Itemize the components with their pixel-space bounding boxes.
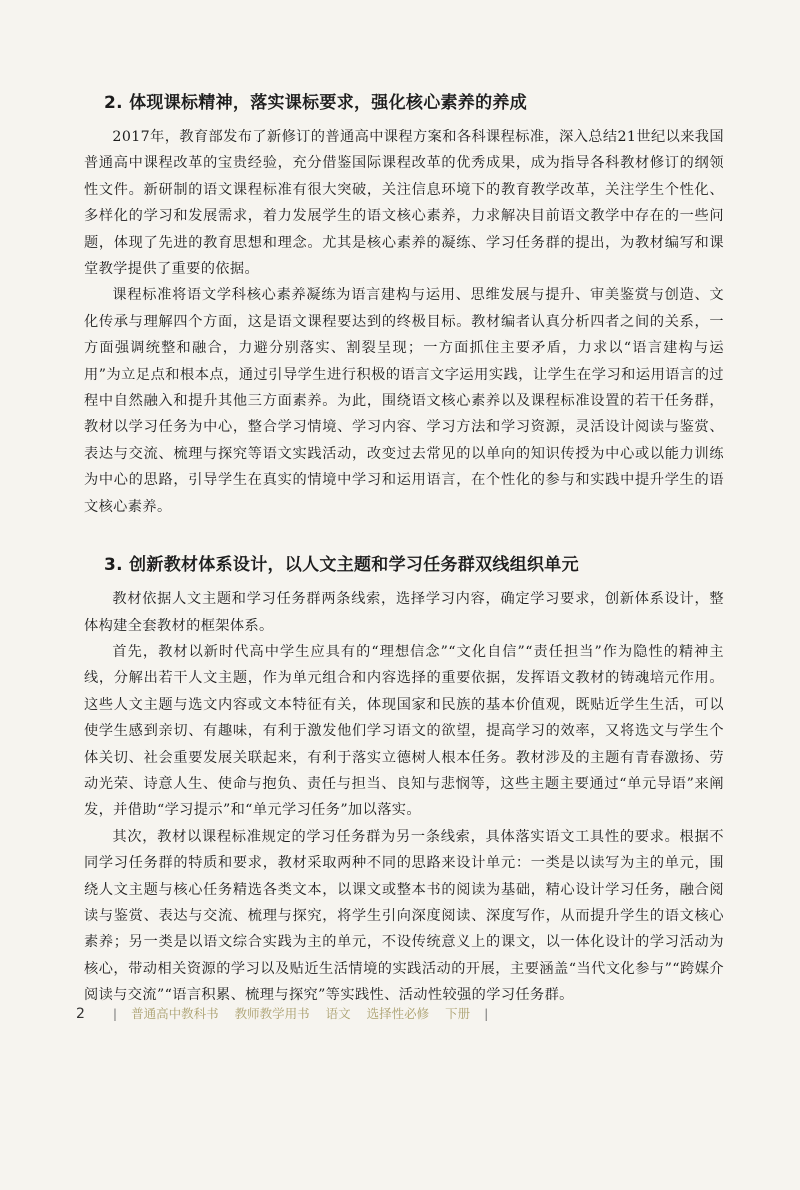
page-content	[84, 88, 724, 1039]
footer-separator: |	[484, 1006, 489, 1021]
paragraph: 课程标准将语文学科核心素养凝练为语言建构与运用、思维发展与提升、审美鉴赏与创造、文化传承与理解四个方面，这是语文课程要达到的终极目标。教材编者认真分析四者之间的关系，一方面强调统整和融合，力避分别落实、割裂呈现；一方面抓住主要矛盾，力求以“语言建构与运用”为立足点和根本点，通过引导学生进行积极的语言文字运用实践，让学生在学习和运用语言的过程中自然融入和提升其他三方面素养。为此，围绕语文核心素养以及课程标准设置的若干任务群，教材以学习任务为中心，整合学习情境、学习内容、学习方法和学习资源，灵活设计阅读与鉴赏、表达与交流、梳理与探究等语文实践活动，改变过去常见的以单向的知识传授为中心或以能力训练为中心的思路，引导学生在真实的情境中学习和运用语言，在个性化的参与和实践中提升学生的语文核心素养。	[84, 287, 724, 515]
footer-book-title: 普通高中教科书	[131, 1006, 219, 1021]
page-number: 2	[76, 1006, 85, 1022]
section-heading: 3. 创新教材体系设计，以人文主题和学习任务群双线组织单元	[104, 555, 579, 576]
footer-subject: 语文	[325, 1006, 351, 1021]
footer-volume: 下册	[445, 1006, 471, 1021]
footer-book-type: 教师教学用书	[234, 1006, 310, 1021]
paragraph: 首先，教材以新时代高中学生应具有的“理想信念”“文化自信”“责任担当”作为隐性的精神主线，分解出若干人文主题，作为单元组合和内容选择的重要依据，发挥语文教材的铸魂培元作用。这些人文主题与选文内容或文本特征有关，体现国家和民族的基本价值观，既贴近学生生活，可以使学生感到亲切、有趣味，有利于激发他们学习语文的欲望，提高学习的效率，又将选文与学生个体关切、社会重要发展关联起来，有利于落实立德树人根本任务。教材涉及的主题有青春激扬、劳动光荣、诗意人生、使命与抱负、责任与担当、良知与悲悯等，这些主题主要通过“单元导语”来阐发，并借助“学习提示”和“单元学习任务”加以落实。	[84, 643, 724, 819]
paragraph: 2017年，教育部发布了新修订的普通高中课程方案和各科课程标准，深入总结21世纪以来我国普通高中课程改革的宝贵经验，充分借鉴国际课程改革的优秀成果，成为指导各科教材修订的纲领性文件。新研制的语文课程标准有很大突破，关注信息环境下的教育教学改革，关注学生个性化、多样化的学习和发展需求，着力发展学生的语文核心素养，力求解决目前语文教学中存在的一些问题，体现了先进的教育思想和理念。尤其是核心素养的凝练、学习任务群的提出，为教材编写和课堂教学提供了重要的依据。	[84, 129, 724, 278]
paragraph: 教材依据人文主题和学习任务群两条线索，选择学习内容，确定学习要求，创新体系设计，整体构建全套教材的框架体系。	[84, 591, 724, 634]
section-2	[84, 88, 724, 520]
section-3	[84, 550, 724, 1009]
paragraph: 其次，教材以课程标准规定的学习任务群为另一条线索，具体落实语文工具性的要求。根据不同学习任务群的特质和要求，教材采取两种不同的思路来设计单元：一类是以读写为主的单元，围绕人文主题与核心任务精选各类文本，以课文或整本书的阅读为基础，精心设计学习任务，融合阅读与鉴赏、表达与交流、梳理与探究，将学生引向深度阅读、深度写作，从而提升学生的语文核心素养；另一类是以语文综合实践为主的单元，不设传统意义上的课文，以一体化设计的学习活动为核心，带动相关资源的学习以及贴近生活情境的实践活动的开展，主要涵盖“当代文化参与”“跨媒介阅读与交流”“语言积累、梳理与探究”等实践性、活动性较强的学习任务群。	[84, 828, 724, 1004]
footer-course: 选择性必修	[366, 1006, 430, 1021]
footer-separator: |	[112, 1006, 118, 1021]
page-footer	[76, 1004, 498, 1022]
section-heading: 2. 体现课标精神，落实课标要求，强化核心素养的养成	[104, 93, 528, 113]
